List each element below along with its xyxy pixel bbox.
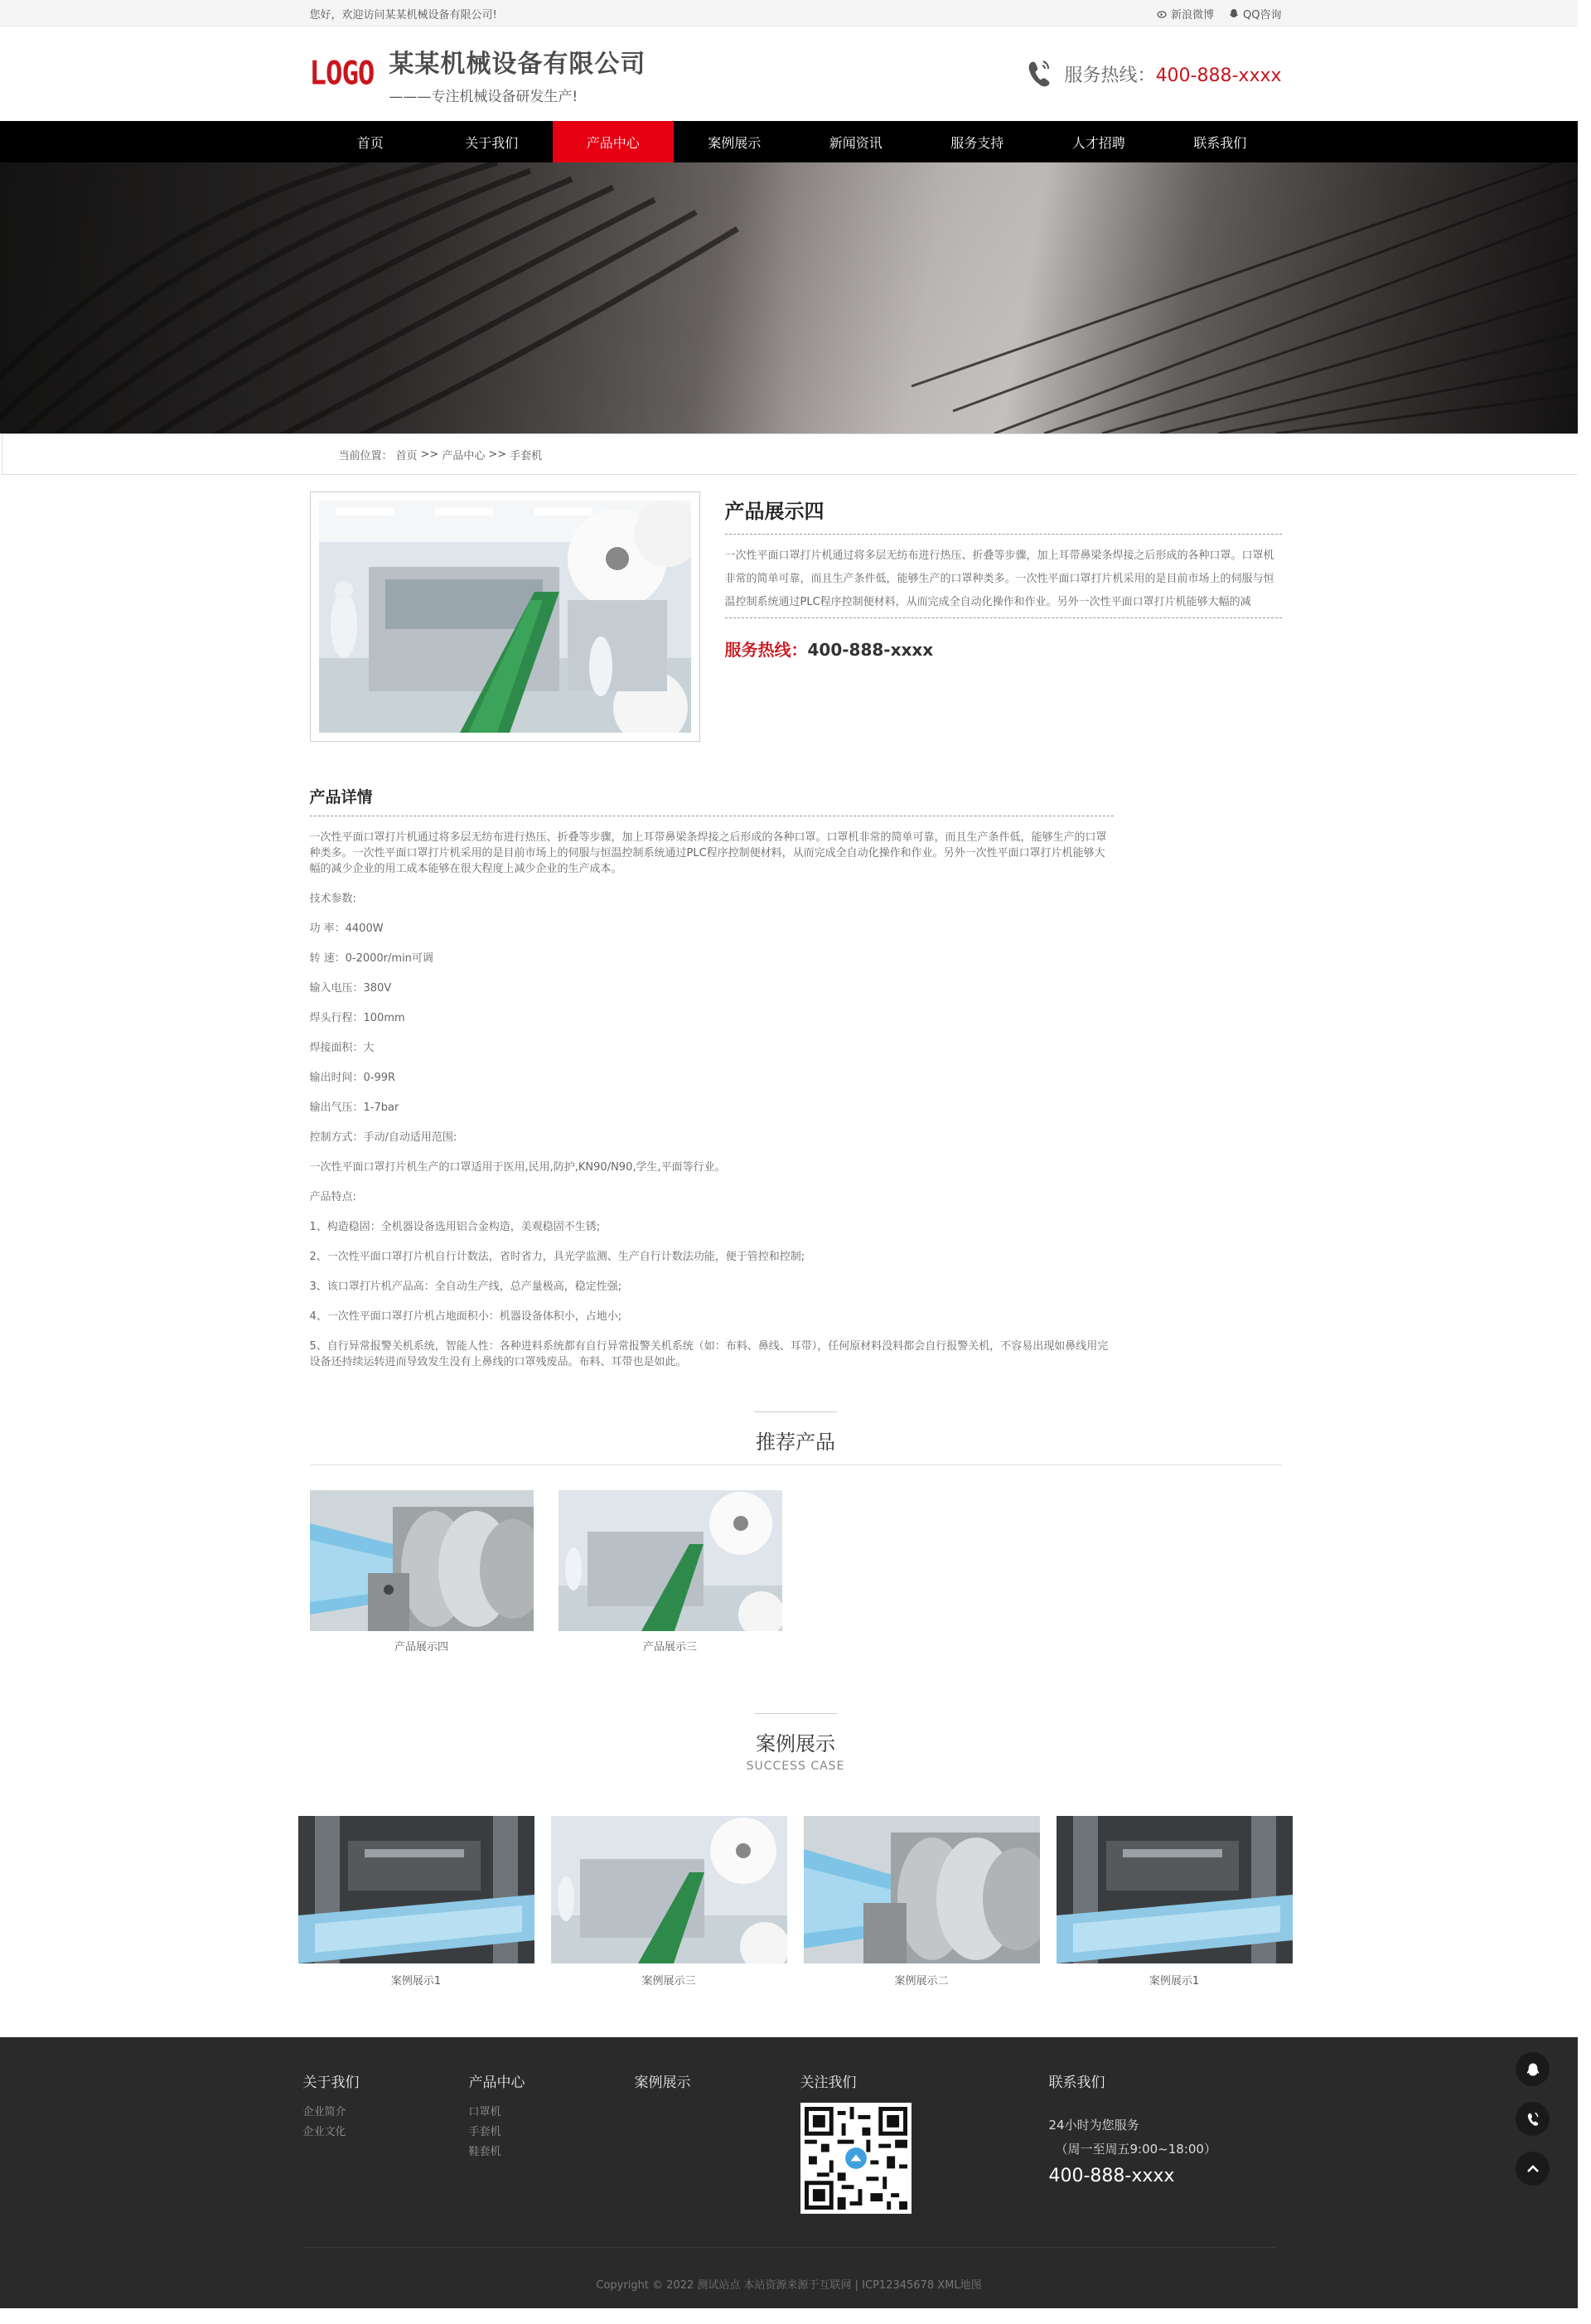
nav-careers[interactable]: 人才招聘 — [1071, 134, 1125, 151]
cases-title: 案例展示 — [756, 1732, 835, 1755]
architecture-graphic — [0, 162, 1578, 433]
case-item[interactable] — [298, 1816, 534, 1988]
footer-cases — [635, 2070, 800, 2214]
footer-link[interactable]: 企业简介 — [302, 2106, 346, 2118]
content — [310, 491, 1282, 1773]
qq-icon — [1526, 2062, 1540, 2077]
case-item[interactable] — [551, 1816, 787, 1988]
recommend-item[interactable] — [310, 1490, 534, 1653]
weibo-label: 新浪微博 — [1171, 8, 1215, 22]
top-bar — [0, 0, 1591, 27]
logo[interactable]: LOGO — [309, 55, 375, 93]
product-hotline-number: 400-888-xxxx — [807, 640, 934, 660]
float-qq-button[interactable] — [1516, 2052, 1550, 2086]
case-caption[interactable]: 案例展示二 — [894, 1975, 949, 1988]
detail-heading: 产品详情 — [310, 785, 1114, 816]
nav-about[interactable]: 关于我们 — [465, 134, 519, 151]
back-to-top-button[interactable] — [1516, 2152, 1550, 2186]
breadcrumb-sep: >> — [420, 448, 439, 461]
company-slogan: ———专注机械设备研发生产! — [389, 88, 578, 105]
detail-line: 2、一次性平面口罩打片机自行计数法，省时省力，具光学监测、生产自行计数法功能，便于管控和控制; — [309, 1251, 805, 1263]
detail-line: 输出时间：0-99R — [309, 1072, 396, 1084]
detail-line: 5、自行异常报警关机系统，智能人性：各种进料系统都有自行异常报警关机系统（如：布料、鼻线、耳带），任何原材料没料都会自行报警关机，不容易出现如鼻线用完设备还持续运转进而导致发生没有上鼻线的口罩残废品。布料、耳带也是如此。 — [309, 1340, 1109, 1368]
detail-line: 一次性平面口罩打片机生产的口罩适用于医用,民用,防护,KN90/N90,学生,平面等行业。 — [309, 1161, 726, 1174]
footer-products-title[interactable]: 产品中心 — [468, 2075, 525, 2091]
factory-line-image — [559, 1490, 782, 1631]
product-title: 产品展示四 — [725, 495, 1282, 535]
recommend-title: 推荐产品 — [756, 1431, 835, 1454]
header-hotline — [1025, 57, 1282, 90]
recommend-section — [310, 1411, 1282, 1653]
brand[interactable] — [310, 43, 646, 105]
detail-line: 产品特点: — [309, 1191, 356, 1203]
product-summary-text: 一次性平面口罩打片机通过将多层无纺布进行热压、折叠等步骤，加上耳带鼻梁条焊接之后形成的各种口罩。口罩机非常的简单可靠，而且生产条件低，能够生产的口罩种类多。一次性平面口罩打片机采用的是目前市场上的伺服与恒温控制系统通过PLC程序控制便材料，从而完成全自动化操作和作业。另外一次性平面口罩打片机能够大幅的减 — [725, 535, 1282, 618]
mask-roller-image — [310, 1490, 534, 1631]
nav-service[interactable]: 服务支持 — [950, 134, 1004, 151]
phone-icon — [1525, 2111, 1541, 2128]
copyright: Copyright © 2022 测试站点 本站资源来源于互联网 | ICP12345678 XML地图 — [596, 2279, 982, 2292]
company-name: 某某机械设备有限公司 — [389, 49, 646, 79]
float-phone-button[interactable] — [1516, 2102, 1550, 2136]
recommend-caption[interactable]: 产品展示四 — [394, 1641, 448, 1653]
footer-phone: 400-888-xxxx — [1048, 2166, 1175, 2186]
product-image — [310, 491, 700, 742]
case-caption[interactable]: 案例展示1 — [390, 1975, 442, 1988]
nav-products[interactable]: 产品中心 — [553, 121, 675, 162]
footer-link[interactable]: 企业文化 — [302, 2126, 346, 2138]
weibo-icon — [1157, 8, 1167, 18]
breadcrumb-sep: >> — [488, 448, 507, 461]
nav-news[interactable]: 新闻资讯 — [829, 134, 883, 151]
case-caption[interactable]: 案例展示三 — [641, 1975, 696, 1988]
detail-line: 4、一次性平面口罩打片机占地面积小：机器设备体积小，占地小; — [309, 1310, 622, 1323]
detail-intro: 一次性平面口罩打片机通过将多层无纺布进行热压、折叠等步骤，加上耳带鼻梁条焊接之后形成的各种口罩。口罩机非常的简单可靠，而且生产条件低，能够生产的口罩种类多。一次性平面口罩打片机采用的是目前市场上的伺服与恒温控制系统通过PLC程序控制便材料，从而完成全自动化操作和作业。另外一次性平面口罩打片机能够大幅的减少企业的用工成本能够在很大程度上减少企业的生产成本。 — [309, 831, 1107, 875]
footer-cases-title[interactable]: 案例展示 — [634, 2075, 691, 2091]
detail-line: 焊头行程：100mm — [309, 1012, 405, 1024]
cases-list — [298, 1816, 1294, 1988]
mask-roller-image — [804, 1816, 1040, 1963]
footer-link[interactable]: 手套机 — [468, 2126, 501, 2138]
nav-cases[interactable]: 案例展示 — [708, 134, 762, 151]
footer-link[interactable]: 口罩机 — [468, 2106, 501, 2118]
welcome-text: 您好，欢迎访问某某机械设备有限公司! — [309, 8, 497, 22]
recommend-caption[interactable]: 产品展示三 — [642, 1641, 697, 1653]
site-header — [0, 27, 1591, 121]
site-footer — [0, 2037, 1578, 2308]
phone-icon — [1025, 57, 1053, 90]
case-item[interactable] — [804, 1816, 1040, 1988]
case-caption[interactable]: 案例展示1 — [1149, 1975, 1200, 1988]
chevron-up-icon — [1526, 2162, 1540, 2176]
detail-line: 控制方式：手动/自动适用范围: — [309, 1131, 457, 1144]
qq-label: QQ咨询 — [1243, 8, 1282, 22]
cases-subtitle: SUCCESS CASE — [746, 1760, 845, 1773]
mask-conveyor-image — [298, 1816, 534, 1963]
breadcrumb — [2, 433, 1589, 475]
breadcrumb-home[interactable]: 首页 — [395, 449, 418, 462]
detail-line: 转 速：0-2000r/min可调 — [309, 952, 433, 965]
detail-line: 1、构造稳固：全机器设备选用铝合金构造，美观稳固不生锈; — [309, 1221, 601, 1233]
hotline-number: 400-888-xxxx — [1155, 65, 1282, 86]
factory-line-image — [551, 1816, 787, 1963]
detail-line: 技术参数: — [309, 893, 356, 905]
footer-service-days: （周一至周五9:00~18:00） — [1055, 2142, 1216, 2157]
footer-products — [469, 2070, 635, 2214]
footer-service-hours: 24小时为您服务 — [1048, 2118, 1139, 2133]
qr-code-image — [805, 2107, 907, 2210]
detail-line: 输入电压：380V — [309, 982, 392, 995]
footer-contact-title[interactable]: 联系我们 — [1048, 2075, 1105, 2091]
footer-follow — [800, 2070, 1049, 2214]
detail-line: 输出气压：1-7bar — [309, 1101, 399, 1114]
footer-link[interactable]: 鞋套机 — [468, 2146, 501, 2158]
qr-code — [800, 2103, 912, 2214]
nav-home[interactable]: 首页 — [356, 134, 384, 151]
weibo-link[interactable] — [1157, 6, 1214, 22]
factory-line-image — [319, 501, 691, 733]
detail-line: 3、该口罩打片机产品高：全自动生产线，总产量极高，稳定性强; — [309, 1281, 622, 1293]
recommend-item[interactable] — [559, 1490, 782, 1653]
footer-follow-title: 关注我们 — [800, 2075, 857, 2091]
footer-contact — [1049, 2070, 1265, 2214]
detail-line: 功 率：4400W — [309, 922, 384, 935]
product-detail — [310, 785, 1114, 1370]
scrollbar-gutter — [1578, 0, 1591, 2324]
mask-conveyor-image — [1057, 1816, 1293, 1963]
main-nav — [0, 121, 1591, 162]
product-hotline-label: 服务热线： — [724, 640, 808, 660]
cases-heading — [310, 1713, 1282, 1773]
breadcrumb-current[interactable]: 手套机 — [510, 449, 543, 462]
hero-banner — [0, 162, 1591, 433]
product-summary — [310, 491, 1282, 742]
qq-icon — [1229, 8, 1239, 18]
case-item[interactable] — [1057, 1816, 1293, 1988]
footer-about — [303, 2070, 469, 2214]
hotline-label: 服务热线： — [1064, 65, 1156, 86]
product-hotline — [725, 637, 1282, 661]
footer-about-title[interactable]: 关于我们 — [302, 2075, 360, 2091]
breadcrumb-label: 当前位置： — [338, 449, 393, 462]
nav-contact[interactable]: 联系我们 — [1193, 134, 1247, 151]
breadcrumb-category[interactable]: 产品中心 — [442, 449, 486, 462]
detail-line: 焊接面积：大 — [309, 1042, 375, 1054]
qq-link[interactable] — [1229, 6, 1281, 22]
floating-toolbar — [1516, 2052, 1550, 2186]
